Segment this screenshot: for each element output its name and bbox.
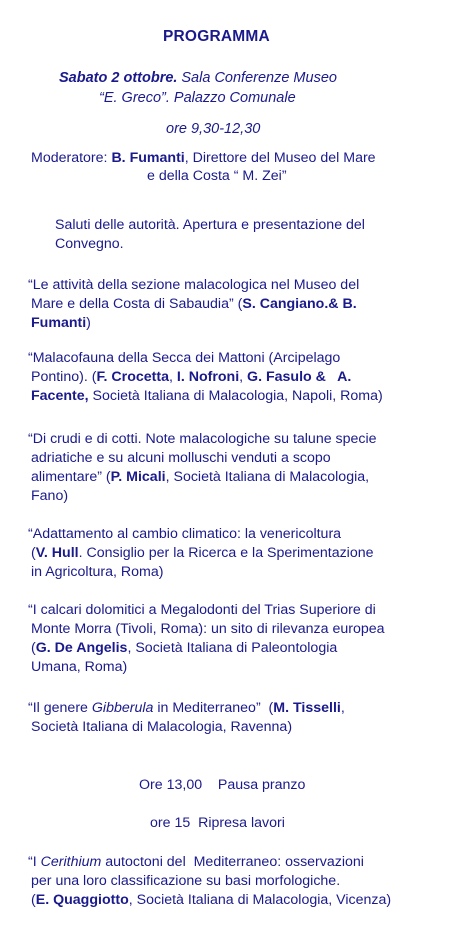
talk-line [31,315,91,332]
talk-author: V. Hull [35,545,79,561]
talk-text: ( [31,892,36,908]
talk-text: ) [86,315,91,331]
talk-line [31,296,357,313]
talk-line: adriatiche e su alcuni molluschi venduti a scopo [31,450,331,466]
talk-text: in Mediterraneo” ( [153,700,274,716]
session-venue-line-2: “E. Greco”. Palazzo Comunale [99,90,296,106]
talk-line [31,545,374,562]
talk-text: , [239,369,248,385]
talk-line: “Malacofauna della Secca dei Mattoni (Arcipelago [28,350,341,366]
talk-line [31,892,391,909]
session-time: ore 9,30-12,30 [166,121,261,137]
talk-line [31,640,337,657]
moderator-role: , Direttore del Museo del Mare [184,150,376,166]
talk-text: , [340,700,345,716]
talk-text: alimentare” ( [31,469,111,485]
talk-line: “Adattamento al cambio climatico: la venericoltura [28,526,342,542]
talk-authors: Fumanti [31,315,87,331]
talk-authors: S. Cangiano.& B. [242,296,357,312]
talk-line: “I calcari dolomitici a Megalodonti del Trias Superiore di [28,602,376,618]
talk-author: Facente, [31,388,89,404]
talk-line [28,854,364,871]
talk-affiliation: , Società Italiana di Malacologia, [165,469,370,485]
talk-author: E. Quaggiotto [35,892,129,908]
talk-text: ( [31,640,36,656]
talk-author: F. Crocetta [96,369,169,385]
talk-genus: Cerithium [40,854,102,870]
talk-line [28,700,345,717]
moderator-prefix: Moderatore: [31,150,112,166]
talk-genus: Gibberula [91,700,154,716]
talk-affiliation: , Società Italiana di Paleontologia [127,640,338,656]
session-date: Sabato 2 ottobre. [59,70,178,86]
talk-text: “I [28,854,41,870]
talk-author: I. Nofroni [176,369,240,385]
lunch-break: Ore 13,00 Pausa pranzo [139,777,306,793]
talk-author: G. Fasulo & A. [247,369,352,385]
session-venue: Sala Conferenze Museo [181,70,337,86]
talk-text: autoctoni del Mediterraneo: osservazioni [101,854,364,870]
talk-line: “Le attività della sezione malacologica nel Museo del [28,277,360,293]
welcome-line-2: Convegno. [55,236,124,252]
talk-line [31,388,383,405]
talk-text: ( [31,545,36,561]
talk-line: Umana, Roma) [31,659,128,675]
talk-text: “Il genere [28,700,92,716]
talk-text: Pontino). ( [31,369,97,385]
resume-work: ore 15 Ripresa lavori [150,815,285,831]
talk-line [31,469,369,486]
moderator-role-line-2: e della Costa “ M. Zei” [147,168,287,184]
talk-line: Fano) [31,488,69,504]
talk-line: per una loro classificazione su basi morfologiche. [31,873,341,889]
talk-line: in Agricoltura, Roma) [31,564,164,580]
talk-affiliation: . Consiglio per la Ricerca e la Sperimentazione [78,545,374,561]
welcome-line-1: Saluti delle autorità. Apertura e presentazione del [55,217,365,233]
talk-text: , [168,369,177,385]
moderator-line [31,150,376,167]
talk-line: “Di crudi e di cotti. Note malacologiche su talune specie [28,431,377,447]
talk-affiliation: , Società Italiana di Malacologia, Vicenza) [128,892,392,908]
talk-line [31,369,351,386]
talk-line: Monte Morra (Tivoli, Roma): un sito di rilevanza europea [31,621,385,637]
talk-line: Società Italiana di Malacologia, Ravenna) [31,719,293,735]
moderator-name: B. Fumanti [111,150,185,166]
talk-author: M. Tisselli [273,700,341,716]
page-title: PROGRAMMA [163,28,270,45]
session-date-line [59,70,337,87]
talk-author: G. De Angelis [35,640,128,656]
talk-text: Mare e della Costa di Sabaudia” ( [31,296,243,312]
talk-affiliation: Società Italiana di Malacologia, Napoli, Roma) [88,388,383,404]
talk-author: P. Micali [110,469,166,485]
